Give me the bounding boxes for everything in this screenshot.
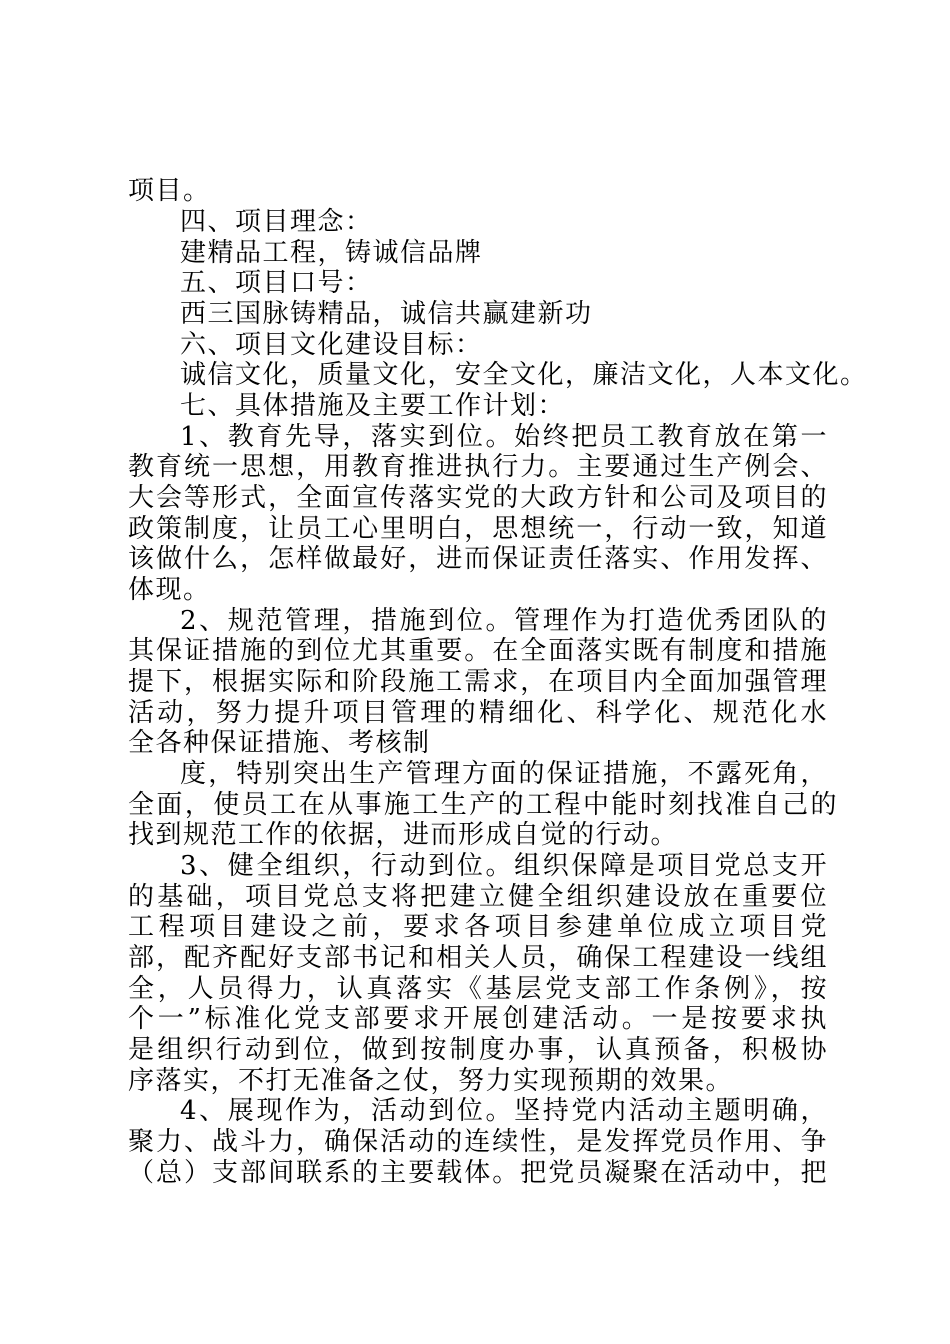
- text-line: 个一”标准化党支部要求开展创建活动。一是按要求执: [128, 1004, 828, 1034]
- text-line: 度，特别突出生产管理方面的保证措施，不露死角，: [180, 759, 828, 789]
- text-line: 诚信文化，质量文化，安全文化，廉洁文化，人本文化。: [180, 360, 868, 390]
- text-line: 序落实，不打无准备之仗，努力实现预期的效果。: [128, 1066, 734, 1096]
- text-line: 的基础，项目党总支将把建立健全组织建设放在重要位: [128, 882, 828, 912]
- text-line: 3、健全组织，行动到位。组织保障是项目党总支开: [180, 851, 828, 881]
- text-line: 工程项目建设之前，要求各项目参建单位成立项目党: [128, 912, 828, 942]
- text-line: 该做什么，怎样做最好，进而保证责任落实、作用发挥、: [128, 544, 828, 574]
- section-heading: 四、项目理念：: [180, 207, 373, 237]
- text-line: 找到规范工作的依据，进而形成自觉的行动。: [128, 820, 679, 850]
- section-heading: 五、项目口号：: [180, 268, 373, 298]
- section-heading: 七、具体措施及主要工作计划：: [180, 391, 566, 421]
- text-line: 全面，使员工在从事施工生产的工程中能时刻找准自己的: [128, 790, 838, 820]
- text-line: 提下，根据实际和阶段施工需求，在项目内全面加强管理: [128, 667, 828, 697]
- text-line: 全各种保证措施、考核制: [128, 728, 431, 758]
- text-line: 其保证措施的到位尤其重要。在全面落实既有制度和措施: [128, 636, 828, 666]
- text-line: 活动，努力提升项目管理的精细化、科学化、规范化水: [128, 698, 828, 728]
- text-line: 2、规范管理，措施到位。管理作为打造优秀团队的: [180, 606, 828, 636]
- text-line: 1、教育先导，落实到位。始终把员工教育放在第一: [180, 422, 828, 452]
- text-line: 大会等形式，全面宣传落实党的大政方针和公司及项目的: [128, 483, 828, 513]
- text-line: 全，人员得力，认真落实《基层党支部工作条例》，按: [128, 974, 828, 1004]
- text-line: 教育统一思想，用教育推进执行力。主要通过生产例会、: [128, 452, 828, 482]
- text-line: 建精品工程，铸诚信品牌: [180, 238, 483, 268]
- text-line: （总）支部间联系的主要载体。把党员凝聚在活动中，把: [128, 1158, 828, 1188]
- text-line: 聚力、战斗力，确保活动的连续性，是发挥党员作用、争: [128, 1127, 828, 1157]
- text-line: 部，配齐配好支部书记和相关人员，确保工程建设一线组: [128, 943, 828, 973]
- text-line: 政策制度，让员工心里明白，思想统一，行动一致，知道: [128, 514, 828, 544]
- text-line: 体现。: [128, 575, 211, 605]
- section-heading: 六、项目文化建设目标：: [180, 330, 483, 360]
- text-line: 项目。: [128, 176, 211, 206]
- text-line: 西三国脉铸精品，诚信共赢建新功: [180, 299, 593, 329]
- text-line: 4、展现作为，活动到位。坚持党内活动主题明确，: [180, 1096, 828, 1126]
- text-line: 是组织行动到位，做到按制度办事，认真预备，积极协: [128, 1035, 828, 1065]
